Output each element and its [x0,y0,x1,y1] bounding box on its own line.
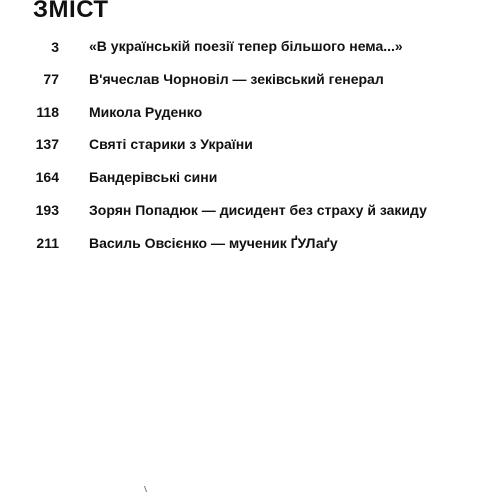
contents-list [0,36,500,266]
entry-heading: Святі старики з України [89,136,253,153]
contents-entry [0,36,500,69]
entry-heading: Бандерівські сини [89,169,218,186]
entry-page-number: 118 [36,103,59,120]
entry-page-number: 193 [35,201,59,218]
entry-heading: Василь Овсієнко — мученик ҐУЛаґу [89,234,338,251]
entry-page-number: 164 [35,169,59,186]
contents-entry [0,200,500,233]
entry-heading: Зорян Попадюк — дисидент без страху й закиду [89,201,427,218]
entry-page-number: 3 [51,39,59,55]
contents-entry [0,69,500,102]
entry-heading: В'ячеслав Чорновіл — зеківський генерал [89,70,384,87]
entry-page-number: 137 [35,136,59,153]
contents-entry [0,167,500,200]
entry-page-number: 211 [36,234,59,251]
contents-entry [0,102,500,135]
entry-heading: Микола Руденко [89,103,203,120]
contents-entry [0,233,500,266]
scan-artifact-mark [144,486,151,492]
contents-title: ЗМІСТ [33,0,109,23]
contents-entry [0,134,500,167]
entry-heading: «В українській поезії тепер більшого нема...» [89,38,403,54]
entry-page-number: 77 [43,70,59,87]
